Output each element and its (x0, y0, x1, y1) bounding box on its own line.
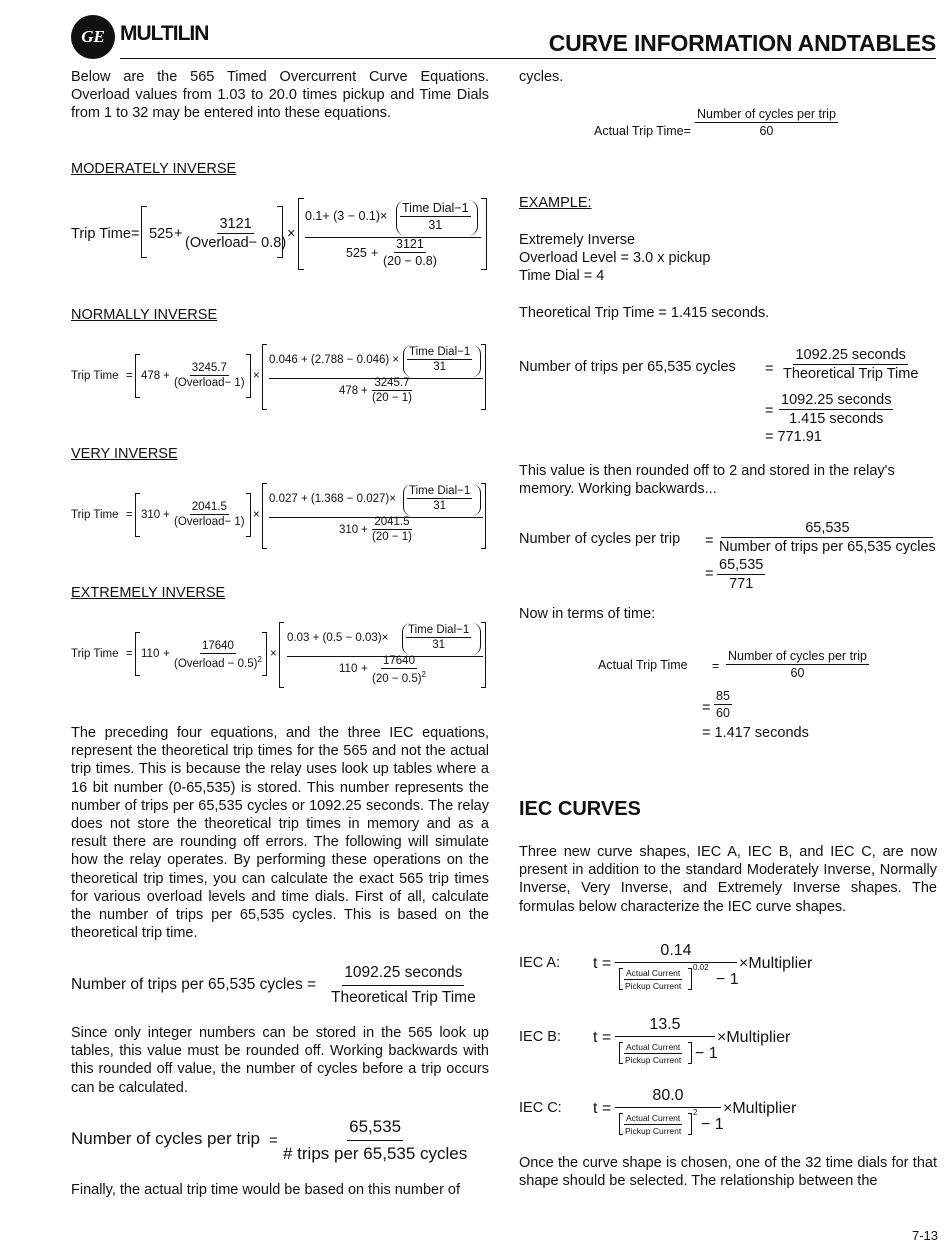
heading-normally-inverse: NORMALLY INVERSE (71, 307, 218, 323)
example-line-3: Time Dial = 4 (519, 268, 605, 284)
since-paragraph: Since only integer numbers can be stored in the 565 look up tables, this value must be rounded off. Working backwards with this rounded off value, the number of cycles before a trip occurs can be calculated. (71, 1025, 489, 1096)
calc-cycles-per-trip: Number of cycles per trip = $\frac{65,535}{\text{Number of trips per 65,535 cycles}}$ = $\frac{65,535}{771}$ (519, 520, 936, 592)
intro-paragraph: Below are the 565 Timed Overcurrent Curve Equations. Overload values from 1.03 to 20.0 times pickup and Time Dials from 1 to 32 may be entered into these equations. (71, 69, 489, 122)
now-in-terms-of-time: Now in terms of time: (519, 606, 656, 622)
equation-trips-per-cycles: Number of trips per 65,535 cycles = $\frac{\text{1092.25 seconds}}{\text{Theoretical Trip Time}}$ (71, 964, 476, 1006)
preceding-paragraph: The preceding four equations, and the three IEC equations, represent the theoretical trip times for the 565 and not the actual trip times. This is because the relay uses look up tables where a 16 bit number (0-65,535) is stored. This number represents the number of trips per 65,535 cycles or 1092.25 seconds. The relay does not store the theoretical trip times in memory and as a result there are rounding off errors. The following will simulate how the relay operates. By performing these operations on the theoretical trip times, you can calculate the exact 565 trip times for various overload levels and time dials. First of all, calculate the number of trips per 65,535 cycles. This is based on the theoretical trip time. (71, 725, 489, 942)
equation-very-inverse: Trip Time = 310 + $\frac{2041.5}{\text{(Overload− 1)}}$ × 0.027 + (1.368 − 0.027)× Time Dial−1 31 310 + $\frac{2041.5}{(20 - 1)}$ (71, 481, 491, 551)
rounded-paragraph: This value is then rounded off to 2 and stored in the relay's memory. Working backwards... (519, 463, 895, 498)
equation-actual-trip-time: Actual Trip Time= $\frac{\text{Number of cycles per trip}}{60}$ (594, 107, 836, 139)
example-line-2: Overload Level = 3.0 x pickup (519, 250, 711, 266)
theoretical-trip-time: Theoretical Trip Time = 1.415 seconds. (519, 305, 770, 321)
equation-moderately-inverse: Trip Time = 525 + $\frac{3121}{\text{(Overload− 0.8)}}$ × 0.1+ (3 − 0.1)× Time Dial−1 31 525 + $\frac{3121}{(20 - 0.8)}$ (71, 196, 491, 272)
iec-b-formula: IEC B: t = 13.5 $\frac{\text{Actual Current}}{\text{Pickup Current}}$ − 1 ×Multiplier (519, 1016, 791, 1065)
equation-extremely-inverse: Trip Time = 110 + $\frac{17640}{(Overload - 0.5)^2}$ × 0.03 + (0.5 − 0.03)× Time Dial−1 31 110 + $\frac{17640}{(20 - 0.5)^2}$ (71, 620, 491, 690)
example-heading: EXAMPLE: (519, 195, 592, 211)
once-paragraph: Once the curve shape is chosen, one of the 32 time dials for that shape should be selected. The relationship between the (519, 1155, 937, 1190)
cycles-word: cycles. (519, 69, 564, 85)
finally-paragraph: Finally, the actual trip time would be based on this number of (71, 1182, 461, 1198)
iec-c-formula: IEC C: t = 80.0 $\frac{\text{Actual Current}}{\text{Pickup Current}}$ 2 − 1 ×Multiplier (519, 1087, 797, 1136)
equation-cycles-per-trip: Number of cycles per trip = $\frac{65,535}{\text{\# trips per 65,535 cycles}}$ (71, 1117, 468, 1163)
iec-curves-heading: IEC CURVES (519, 798, 641, 820)
iec-a-formula: IEC A: t = 0.14 $\frac{\text{Actual Current}}{\text{Pickup Current}}$ 0.02 − 1 ×Multiplier (519, 942, 813, 991)
example-line-1: Extremely Inverse (519, 232, 636, 248)
heading-extremely-inverse: EXTREMELY INVERSE (71, 585, 226, 601)
brand-name: MULTILIN (120, 22, 209, 45)
heading-very-inverse: VERY INVERSE (71, 446, 178, 462)
page-number: 7-13 (911, 1228, 938, 1243)
calc-actual-trip-time: Actual Trip Time = $\frac{\text{Number of cycles per trip}}{60}$ = $\frac{85}{60}$ = 1.417 seconds (598, 649, 867, 741)
page-title: CURVE INFORMATION ANDTABLES (548, 30, 936, 56)
calc-trips-per-cycles: Number of trips per 65,535 cycles = $\frac{\text{1092.25 seconds}}{\text{Theoretical Trip Time}}$ = $\frac{\text{1092.25 seconds}}{\text{1.415 seconds}}$ = 771.91 (519, 347, 919, 445)
ge-logo: GE (71, 15, 115, 59)
equation-normally-inverse: Trip Time = 478 + $\frac{3245.7}{\text{(Overload− 1)}}$ × 0.046 + (2.788 − 0.046) × Time Dial−1 31 478 + $\frac{3245.7}{(20 - 1)}$ (71, 342, 491, 412)
iec-intro-paragraph: Three new curve shapes, IEC A, IEC B, and IEC C, are now present in addition to the standard Moderately Inverse, Normally Inverse, Very Inverse, and Extremely Inverse shapes. The formulas below characterize the IEC curve shapes. (519, 844, 937, 915)
heading-moderately-inverse: MODERATELY INVERSE (71, 161, 237, 177)
header-rule (120, 58, 936, 59)
